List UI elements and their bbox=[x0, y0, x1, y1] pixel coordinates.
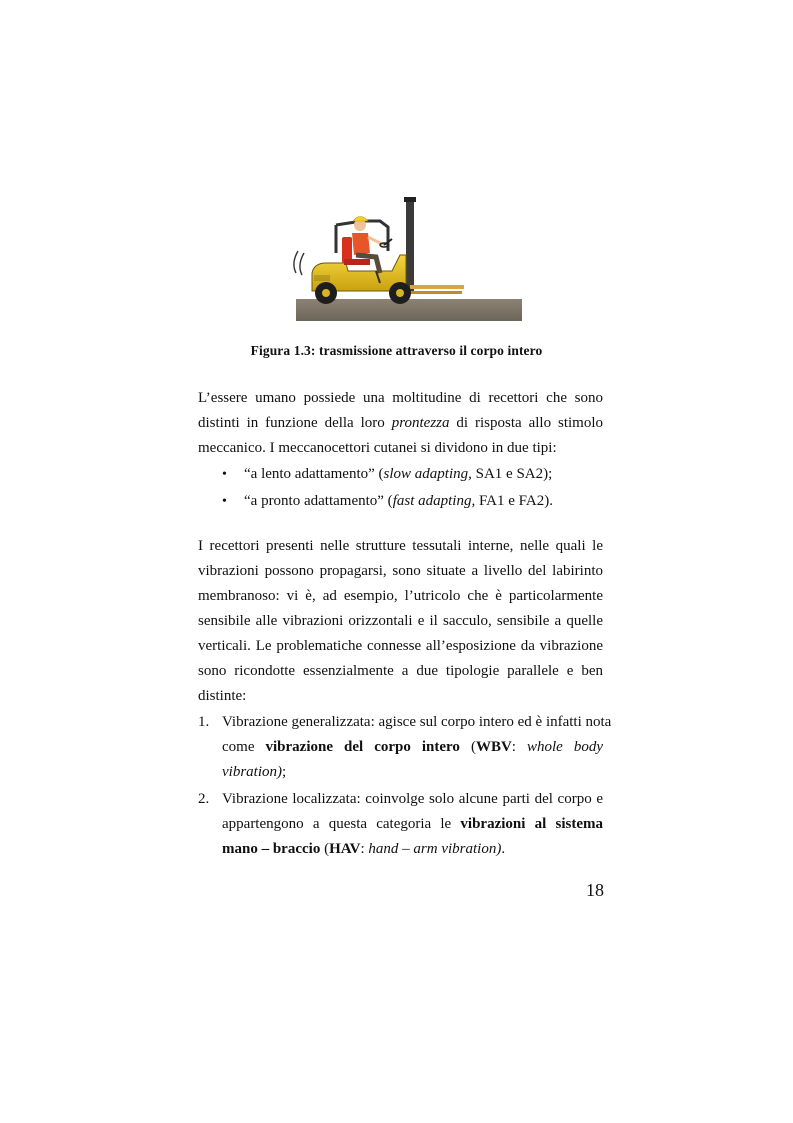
list-item: • “a pronto adattamento” (fast adapting, FA1 e FA2). bbox=[222, 489, 553, 514]
figure-caption: Figura 1.3: trasmissione attraverso il corpo intero bbox=[250, 343, 543, 358]
list-line: come vibrazione del corpo intero (WBV: whole body bbox=[222, 739, 603, 755]
list-line: Vibrazione localizzata: coinvolge solo alcune parti del corpo e bbox=[222, 791, 603, 807]
vibration-lines-icon bbox=[294, 251, 304, 275]
paragraph-receptors bbox=[198, 386, 603, 461]
page-number: 18 bbox=[586, 880, 604, 900]
paragraph-line: distinti in funzione della loro prontezza di risposta allo stimolo bbox=[198, 415, 603, 431]
numbered-item-wbv bbox=[198, 710, 612, 785]
paragraph-line: vibrazioni possono propagarsi, sono situate a livello del labirinto bbox=[198, 563, 603, 579]
paragraph-internal-receptors bbox=[198, 534, 603, 709]
list-item: • “a lento adattamento” (slow adapting, SA1 e SA2); bbox=[222, 462, 552, 487]
paragraph-line: membranoso: vi è, ad esempio, l’utricolo che è particolarmente bbox=[198, 588, 603, 604]
list-number: 2. bbox=[198, 791, 210, 807]
bullet-icon: • bbox=[222, 494, 227, 509]
numbered-item-hav bbox=[198, 787, 603, 862]
list-number: 1. bbox=[198, 714, 210, 730]
paragraph-line: sono ricondotte essenzialmente a due tipologie parallele e ben bbox=[198, 663, 603, 679]
list-line: mano – braccio (HAV: hand – arm vibration). bbox=[222, 841, 506, 857]
bullet-icon: • bbox=[222, 467, 227, 482]
paragraph-line: sensibile alle vibrazioni orizzontali e il sacculo, sensibile a quelle bbox=[198, 613, 603, 629]
list-line: vibration); bbox=[222, 764, 287, 780]
forklift-worker-illustration bbox=[292, 193, 524, 323]
paragraph-line: I recettori presenti nelle strutture tessutali interne, nelle quali le bbox=[198, 538, 603, 554]
list-line: Vibrazione generalizzata: agisce sul corpo intero ed è infatti nota bbox=[222, 714, 612, 730]
paragraph-line: meccanico. I meccanocettori cutanei si dividono in due tipi: bbox=[198, 440, 557, 456]
list-line: appartengono a questa categoria le vibrazioni al sistema bbox=[222, 816, 603, 832]
paragraph-line: distinte: bbox=[198, 688, 247, 704]
paragraph-line: verticali. Le problematiche connesse all’esposizione da vibrazione bbox=[198, 638, 603, 654]
paragraph-line: L’essere umano possiede una moltitudine di recettori che sono bbox=[198, 390, 603, 406]
